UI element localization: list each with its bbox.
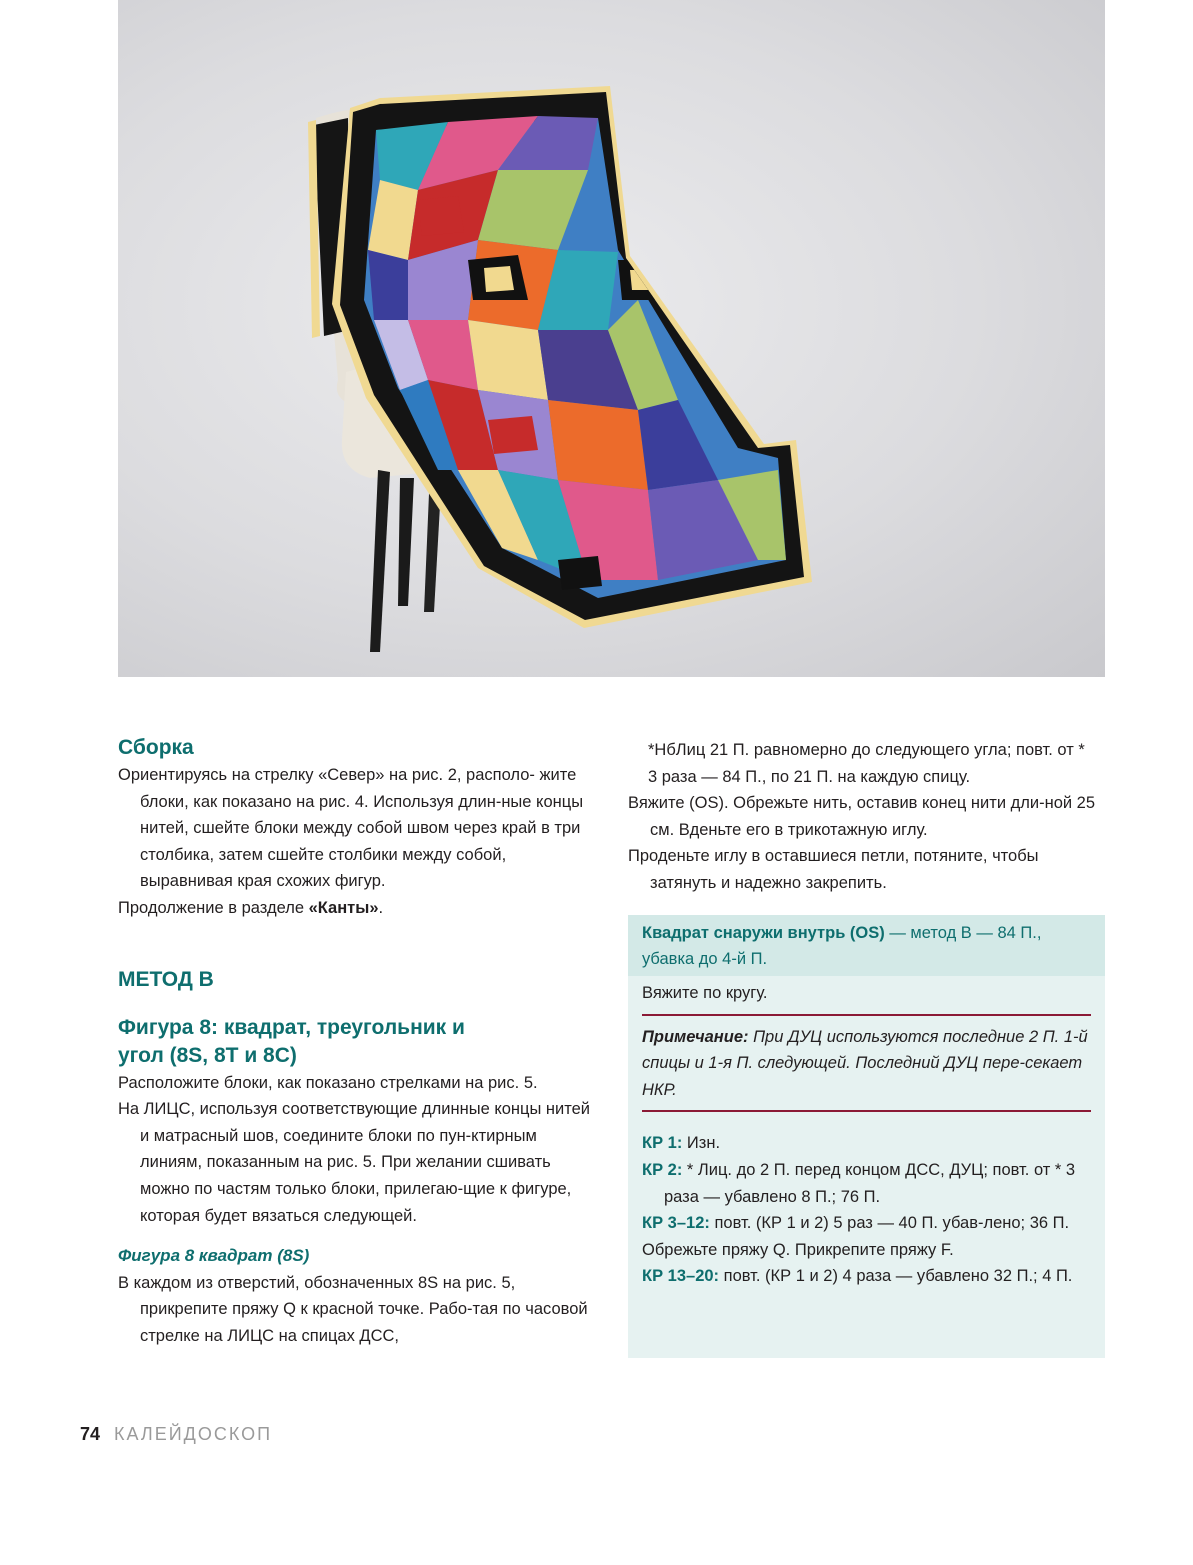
- right-column: [628, 737, 1098, 897]
- blanket-patchwork: [364, 116, 786, 598]
- divider-bottom: [642, 1110, 1091, 1112]
- assembly-continuation: [118, 895, 598, 922]
- row-label: КР 2:: [642, 1160, 683, 1179]
- right-paragraph-1: *НбЛиц 21 П. равномерно до следующего угла; повт. от * 3 раза — 84 П., по 21 П. на каждую спицу.: [648, 741, 1085, 786]
- figure-paragraph-2: На ЛИЦС, используя соответствующие длинные концы нитей и матрасный шов, соедините блоки по пун-ктирным линиям, показанным на рис. 5. При желании сшивать можно по частям только блоки, прилегаю-щие к фигуре, которая будет вязаться следующей.: [118, 1100, 591, 1225]
- row-label: КР 3–12:: [642, 1214, 710, 1233]
- page-number: 74: [80, 1424, 101, 1444]
- right-paragraph-3: Проденьте иглу в оставшиеся петли, потяните, чтобы затянуть и надежно закрепить.: [628, 847, 1039, 892]
- knitted-blanket-illustration: [118, 0, 1105, 677]
- row-text: Обрежьте пряжу Q. Прикрепите пряжу F.: [642, 1240, 954, 1259]
- assembly-cont-prefix: Продолжение в разделе: [118, 898, 309, 917]
- knit-round-text: Вяжите по кругу.: [642, 984, 768, 1002]
- chair-leg: [398, 478, 414, 606]
- note: [642, 1024, 1091, 1104]
- assembly-cont-suffix: .: [378, 898, 384, 917]
- box-body: [628, 980, 1105, 1290]
- right-paragraph-2: Вяжите (OS). Обрежьте нить, оставив конец нити дли-ной 25 см. Вденьте его в трикотажную иглу.: [628, 794, 1096, 839]
- box-heading: [628, 915, 1105, 976]
- page-footer: [80, 1422, 272, 1446]
- divider-top: [642, 1014, 1091, 1016]
- blanket-photo: [118, 0, 1105, 677]
- box-heading-rest: — метод В — 84 П., убавка до 4-й П.: [642, 924, 1042, 968]
- left-column: [118, 734, 598, 1350]
- yarn-change-instruction: [642, 1237, 1091, 1264]
- chair-leg: [370, 470, 390, 652]
- assembly-line-1: Ориентируясь на стрелку «Север» на рис. 2, располо-: [118, 766, 535, 784]
- square-paragraph: В каждом из отверстий, обозначенных 8S на рис. 5, прикрепите пряжу Q к красной точке. Рабо-тая по часовой стрелке на ЛИЦС на спицах ДСС,: [118, 1273, 588, 1345]
- row-text: повт. (КР 1 и 2) 4 раза — убавлено 32 П.; 4 П.: [719, 1267, 1073, 1286]
- row-instruction: [642, 1210, 1091, 1237]
- figure-heading: Фигура 8: квадрат, треугольник и угол (8S, 8T и 8C): [118, 1015, 465, 1067]
- assembly-paragraph: [118, 762, 598, 895]
- figure-paragraph-1: Расположите блоки, как показано стрелками на рис. 5.: [118, 1073, 538, 1092]
- assembly-heading: Сборка: [118, 736, 194, 759]
- box-heading-title: Квадрат снаружи внутрь (OS): [642, 924, 885, 942]
- row-text: повт. (КР 1 и 2) 5 раз — 40 П. убав-лено; 36 П.: [709, 1214, 1070, 1233]
- borders-section-link: «Канты»: [308, 898, 379, 917]
- method-heading: МЕТОД В: [118, 967, 214, 991]
- row-instruction: [642, 1263, 1091, 1290]
- row-instruction: [642, 1157, 1091, 1210]
- note-label: Примечание:: [642, 1027, 749, 1046]
- row-instruction: [642, 1130, 1091, 1157]
- assembly-line-rest: жите блоки, как показано на рис. 4. Используя длин-ные концы нитей, сшейте блоки между собой швом через край в три столбика, затем сшейте столбики между собой, выравнивая края схожих фигур.: [140, 766, 584, 891]
- note-text: При ДУЦ используются последние 2 П. 1-й спицы и 1-я П. следующей. Последний ДУЦ пере-секает НКР.: [642, 1027, 1088, 1099]
- instruction-box: [628, 915, 1105, 1358]
- row-label: КР 13–20:: [642, 1267, 720, 1286]
- book-title: КАЛЕЙДОСКОП: [114, 1424, 273, 1444]
- row-text: * Лиц. до 2 П. перед концом ДСС, ДУЦ; повт. от * 3 раза — убавлено 8 П.; 76 П.: [664, 1160, 1076, 1206]
- row-text: Изн.: [682, 1134, 721, 1153]
- row-label: КР 1:: [642, 1134, 683, 1153]
- square-heading: Фигура 8 квадрат (8S): [118, 1246, 310, 1266]
